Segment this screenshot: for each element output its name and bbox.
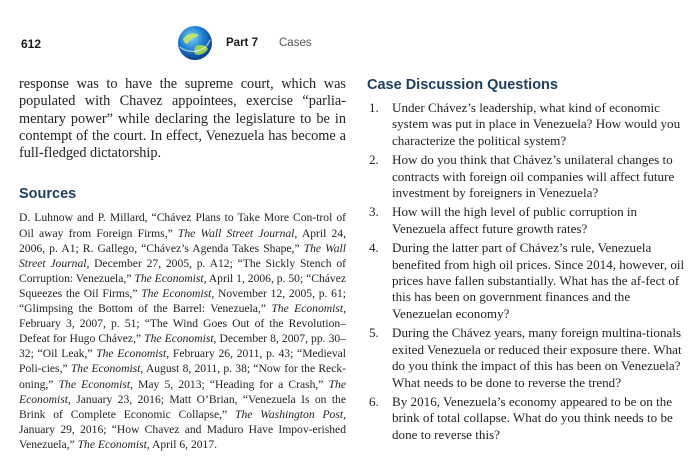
source-text: February 26, 2011, p. 43; “Medieval Poli-cies,” bbox=[19, 347, 346, 376]
right-column bbox=[367, 76, 692, 446]
source-text: November 12, 2005, p. 61; “Glimpsing the Bottom of the Barrel: Venezuela,” bbox=[19, 286, 346, 316]
question-item bbox=[367, 325, 692, 391]
page-number: 612 bbox=[21, 37, 42, 51]
question-text: During the Chávez years, many foreign multina-tionals exited Venezuela or reduced their exposure there. What do you think the impact of this has been on Venezuela? What needs to be done to reverse the trend? bbox=[392, 325, 682, 390]
left-column bbox=[19, 76, 346, 452]
source-publication: The Wall Street Journal, bbox=[19, 241, 347, 270]
source-publication: The Washington Post, bbox=[235, 407, 346, 421]
page-header bbox=[0, 0, 700, 72]
sources-heading: Sources bbox=[19, 186, 77, 203]
question-number: 4. bbox=[369, 240, 379, 256]
question-text: By 2016, Venezuela’s economy appeared to be on the brink of total collapse. What do you think needs to be done to reverse this? bbox=[392, 393, 673, 442]
question-item bbox=[367, 152, 692, 201]
source-publication: The Economist, bbox=[70, 362, 144, 376]
part-label: Part 7 bbox=[226, 37, 258, 49]
source-publication: The Economist, bbox=[271, 302, 346, 316]
source-text: December 8, 2007, pp. 30–32; “Oil Leak,” bbox=[19, 332, 346, 361]
source-text: February 3, 2007, p. 51; “The Wind Goes Out of the Revolution–Defeat for Hugo Chávez,” bbox=[19, 317, 346, 346]
question-number: 2. bbox=[369, 152, 379, 168]
source-publication: The Economist, bbox=[77, 437, 150, 451]
question-item bbox=[367, 204, 692, 237]
source-text: April 24, 2006, p. A1; R. Gallego, “Chávez’s Agenda Takes Shape,” bbox=[19, 226, 346, 255]
part-title: Cases bbox=[279, 37, 312, 49]
source-publication: The Economist, bbox=[58, 377, 133, 391]
question-item bbox=[367, 394, 692, 443]
source-text: April 1, 2006, p. 50; “Chávez Squeezes the Oil Firms,” bbox=[19, 271, 346, 300]
source-publication: The Economist, bbox=[19, 377, 346, 406]
source-text: August 8, 2011, p. 38; “Now for the Reck-oning,” bbox=[19, 362, 347, 391]
question-number: 5. bbox=[369, 325, 379, 341]
question-item bbox=[367, 240, 692, 322]
question-text: During the latter part of Chávez’s rule, Venezuela benefited from high oil prices. Since 2014, however, oil prices have fallen substantially. What has the af-fect of this has been on government finances and the Venezuelan economy? bbox=[392, 240, 685, 321]
source-publication: The Economist, bbox=[96, 347, 170, 361]
source-text: December 27, 2005, p. A12; “The Sickly Stench of Corruption: Venezuela,” bbox=[19, 256, 346, 285]
question-number: 6. bbox=[369, 393, 379, 409]
source-text: D. Luhnow and P. Millard, “Chávez Plans to Take More Con-trol of Oil away from Foreign Firms,” bbox=[19, 211, 346, 240]
sources-text bbox=[19, 210, 346, 452]
source-publication: The Economist, bbox=[134, 271, 207, 285]
source-text: May 5, 2013; “Heading for a Crash,” bbox=[132, 377, 329, 391]
questions-heading: Case Discussion Questions bbox=[367, 77, 558, 93]
source-publication: The Economist, bbox=[141, 286, 215, 300]
question-text: Under Chávez’s leadership, what kind of economic system was put in place in Venezuela? How would you characterize the political system? bbox=[392, 100, 681, 148]
globe-icon bbox=[177, 25, 213, 61]
question-text: How will the high level of public corruption in Venezuela affect future growth rates? bbox=[392, 204, 638, 236]
question-item bbox=[367, 100, 692, 149]
source-publication: The Wall Street Journal, bbox=[177, 226, 298, 240]
intro-paragraph: response was to have the supreme court, which was populated with Chavez appointees, exercise “parlia-mentary power” while declaring the legislature to be in contempt of the court. In effect, Venezuela has become a full-fledged dictatorship. bbox=[19, 76, 346, 162]
questions-list bbox=[367, 100, 692, 443]
question-text: How do you think that Chávez’s unilateral changes to contracts with foreign oil companies will affect future investment by foreigners in Venezuela? bbox=[392, 152, 675, 201]
question-number: 1. bbox=[369, 100, 379, 115]
source-text: January 29, 2016; “How Chavez and Maduro Have Impov-erished Venezuela,” bbox=[19, 422, 346, 451]
question-number: 3. bbox=[369, 204, 379, 220]
source-text: January 23, 2016; Matt O’Brian, “Venezuela Is on the Brink of Complete Economic Collapse,” bbox=[19, 392, 346, 421]
source-text: April 6, 2017. bbox=[149, 437, 218, 451]
source-publication: The Economist, bbox=[144, 332, 217, 346]
